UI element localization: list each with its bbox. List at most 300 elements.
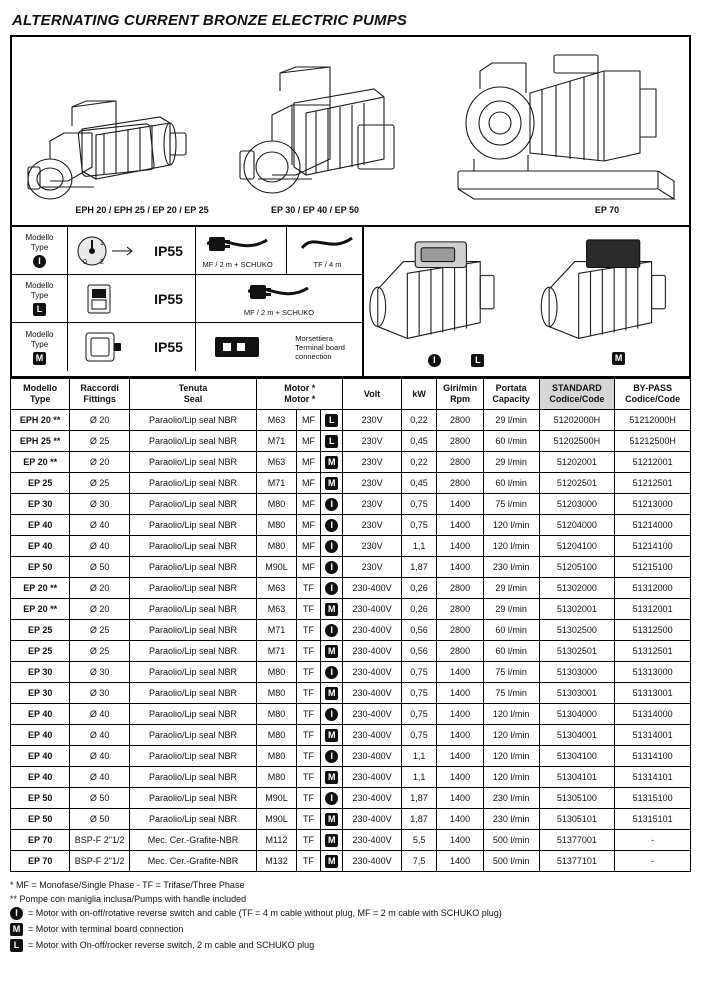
cell-standard-code: 51377001 <box>539 830 615 851</box>
cell-type-badge <box>321 641 343 662</box>
cell-seal: Paraolio/Lip seal NBR <box>129 620 256 641</box>
cell-phase: MF <box>296 557 320 578</box>
legend-model-label-it: Modello <box>25 233 54 242</box>
cell-model: EP 40 <box>11 725 70 746</box>
cell-capacity: 120 l/min <box>483 725 539 746</box>
cell-volt: 230-400V <box>343 788 401 809</box>
motor-type-badge: I <box>325 708 338 721</box>
legend-model-cell-i <box>12 227 68 274</box>
cell-phase: MF <box>296 473 320 494</box>
cell-type-badge <box>321 578 343 599</box>
table-row <box>11 557 691 578</box>
cell-fittings: Ø 40 <box>70 536 130 557</box>
cell-motor: M80 <box>257 683 297 704</box>
legend-model-cell-l <box>12 275 68 322</box>
cell-type-badge <box>321 620 343 641</box>
ip-rating-i: IP55 <box>142 227 196 274</box>
cell-seal: Paraolio/Lip seal NBR <box>129 725 256 746</box>
legend-row-i <box>12 227 362 275</box>
page-title: ALTERNATING CURRENT BRONZE ELECTRIC PUMPS <box>12 12 408 29</box>
cell-bypass-code: 51212001 <box>615 452 691 473</box>
cell-type-badge <box>321 830 343 851</box>
cell-seal: Paraolio/Lip seal NBR <box>129 767 256 788</box>
cell-phase: TF <box>296 767 320 788</box>
cell-kw: 0,75 <box>401 494 437 515</box>
motor-type-badge: I <box>325 498 338 511</box>
cell-motor: M71 <box>257 620 297 641</box>
table-row <box>11 746 691 767</box>
cell-phase: TF <box>296 578 320 599</box>
cell-fittings: Ø 25 <box>70 473 130 494</box>
cell-model: EP 30 <box>11 683 70 704</box>
cell-kw: 7,5 <box>401 851 437 872</box>
cell-type-badge <box>321 767 343 788</box>
cell-fittings: Ø 50 <box>70 788 130 809</box>
motor-type-badge: M <box>325 603 338 616</box>
cell-bypass-code: 51314000 <box>615 704 691 725</box>
cell-phase: TF <box>296 599 320 620</box>
motor-type-badge: I <box>325 561 338 574</box>
cell-kw: 1,87 <box>401 557 437 578</box>
cell-fittings: Ø 40 <box>70 515 130 536</box>
pump-illustration-eph20-ep25 <box>20 71 230 201</box>
cell-capacity: 230 l/min <box>483 557 539 578</box>
cell-capacity: 29 l/min <box>483 410 539 431</box>
th-rpm: Giri/min Rpm <box>437 379 483 410</box>
cell-standard-code: 51204000 <box>539 515 615 536</box>
footnote-badge-m: M <box>10 923 23 936</box>
motor-variants-illustration <box>364 227 689 376</box>
pump-illustration-ep30-ep50 <box>234 63 414 203</box>
cell-kw: 0,22 <box>401 410 437 431</box>
cell-kw: 0,75 <box>401 725 437 746</box>
cell-rpm: 1400 <box>437 830 483 851</box>
th-kw: kW <box>401 379 437 410</box>
motor-type-badge: M <box>325 855 338 868</box>
cell-motor: M80 <box>257 725 297 746</box>
cell-seal: Paraolio/Lip seal NBR <box>129 599 256 620</box>
footnote-handle: ** Pompe con maniglia inclusa/Pumps with handle included <box>10 894 247 904</box>
cell-rpm: 1400 <box>437 704 483 725</box>
cell-motor: M71 <box>257 431 297 452</box>
cell-fittings: Ø 25 <box>70 641 130 662</box>
cell-capacity: 29 l/min <box>483 452 539 473</box>
cell-motor: M71 <box>257 641 297 662</box>
cell-motor: M63 <box>257 599 297 620</box>
cell-rpm: 2800 <box>437 641 483 662</box>
cell-seal: Paraolio/Lip seal NBR <box>129 431 256 452</box>
cell-seal: Paraolio/Lip seal NBR <box>129 662 256 683</box>
cell-volt: 230V <box>343 410 401 431</box>
cell-capacity: 60 l/min <box>483 641 539 662</box>
cell-standard-code: 51305100 <box>539 788 615 809</box>
cell-volt: 230-400V <box>343 851 401 872</box>
cell-model: EP 40 <box>11 746 70 767</box>
cable-mf-schuko-label-l: MF / 2 m + SCHUKO <box>243 308 315 317</box>
cell-motor: M80 <box>257 746 297 767</box>
cell-bypass-code: - <box>615 851 691 872</box>
cell-phase: TF <box>296 809 320 830</box>
cell-fittings: Ø 30 <box>70 683 130 704</box>
cable-options-i <box>196 227 362 274</box>
cell-bypass-code: 51212000H <box>615 410 691 431</box>
svg-text:0: 0 <box>83 258 87 266</box>
cell-bypass-code: - <box>615 830 691 851</box>
cell-type-badge <box>321 515 343 536</box>
cell-standard-code: 51304101 <box>539 767 615 788</box>
footnote-badge-l: L <box>10 939 23 952</box>
cell-standard-code: 51205100 <box>539 557 615 578</box>
cell-bypass-code: 51214100 <box>615 536 691 557</box>
cell-volt: 230-400V <box>343 809 401 830</box>
table-row <box>11 767 691 788</box>
cell-rpm: 2800 <box>437 599 483 620</box>
motor-type-badge: I <box>325 519 338 532</box>
cell-standard-code: 51204100 <box>539 536 615 557</box>
cell-rpm: 2800 <box>437 620 483 641</box>
cell-phase: MF <box>296 431 320 452</box>
cell-standard-code: 51202501 <box>539 473 615 494</box>
cell-rpm: 1400 <box>437 683 483 704</box>
cell-seal: Paraolio/Lip seal NBR <box>129 473 256 494</box>
cell-kw: 1,1 <box>401 767 437 788</box>
cell-model: EP 30 <box>11 662 70 683</box>
cell-type-badge <box>321 494 343 515</box>
cell-phase: MF <box>296 452 320 473</box>
cell-rpm: 1400 <box>437 515 483 536</box>
cell-seal: Mec. Cer.-Grafite-NBR <box>129 851 256 872</box>
legend-model-label-en-m: Type <box>30 339 49 349</box>
cell-type-badge <box>321 599 343 620</box>
switch-symbol-rotary <box>68 227 142 274</box>
cell-fittings: Ø 20 <box>70 410 130 431</box>
cell-capacity: 230 l/min <box>483 809 539 830</box>
motor-variants-drawing <box>364 227 689 371</box>
cell-volt: 230-400V <box>343 683 401 704</box>
cell-kw: 0,75 <box>401 704 437 725</box>
cell-capacity: 60 l/min <box>483 473 539 494</box>
cell-standard-code: 51303000 <box>539 662 615 683</box>
terminal-board-info <box>196 323 362 371</box>
th-volt: Volt <box>343 379 401 410</box>
table-row <box>11 830 691 851</box>
th-fittings: Raccordi Fittings <box>70 379 130 410</box>
cell-capacity: 120 l/min <box>483 704 539 725</box>
cell-phase: MF <box>296 536 320 557</box>
motor-type-badge: I <box>325 540 338 553</box>
cell-rpm: 1400 <box>437 494 483 515</box>
cell-bypass-code: 51212501 <box>615 473 691 494</box>
cell-phase: TF <box>296 704 320 725</box>
footnote-badge-i: I <box>10 907 23 920</box>
motor-type-badge: M <box>325 729 338 742</box>
cell-model: EP 40 <box>11 515 70 536</box>
cell-rpm: 1400 <box>437 851 483 872</box>
cell-volt: 230-400V <box>343 704 401 725</box>
legend-row-m <box>12 323 362 371</box>
cell-rpm: 2800 <box>437 578 483 599</box>
cell-volt: 230V <box>343 473 401 494</box>
cell-kw: 0,22 <box>401 452 437 473</box>
table-row <box>11 410 691 431</box>
table-row <box>11 725 691 746</box>
cell-standard-code: 51305101 <box>539 809 615 830</box>
legend-model-label-it-l: Modello <box>25 281 54 290</box>
table-row <box>11 536 691 557</box>
cell-volt: 230V <box>343 557 401 578</box>
cell-fittings: BSP-F 2"1/2 <box>70 851 130 872</box>
cable-mf-schuko-l <box>244 280 314 317</box>
cell-bypass-code: 51315101 <box>615 809 691 830</box>
cell-model: EP 50 <box>11 809 70 830</box>
footnote-type-i <box>10 906 691 920</box>
terminal-board-icon <box>213 334 261 360</box>
table-row <box>11 452 691 473</box>
cell-motor: M112 <box>257 830 297 851</box>
cell-kw: 0,56 <box>401 641 437 662</box>
footnotes <box>10 878 691 952</box>
cell-seal: Paraolio/Lip seal NBR <box>129 452 256 473</box>
motor-type-band <box>10 227 691 378</box>
cell-phase: TF <box>296 788 320 809</box>
cell-capacity: 29 l/min <box>483 599 539 620</box>
cell-capacity: 120 l/min <box>483 515 539 536</box>
cell-type-badge <box>321 704 343 725</box>
legend-badge-l: L <box>33 303 46 316</box>
th-model: Modello Type <box>11 379 70 410</box>
cell-motor: M90L <box>257 809 297 830</box>
motor-type-badge: M <box>325 456 338 469</box>
th-bypass-code: BY-PASS Codice/Code <box>615 379 691 410</box>
cell-phase: TF <box>296 641 320 662</box>
cell-motor: M80 <box>257 515 297 536</box>
legend-model-cell-m <box>12 323 68 371</box>
cell-kw: 0,75 <box>401 683 437 704</box>
cell-motor: M80 <box>257 662 297 683</box>
cell-fittings: Ø 25 <box>70 431 130 452</box>
cell-standard-code: 51302500 <box>539 620 615 641</box>
cell-standard-code: 51202001 <box>539 452 615 473</box>
cell-standard-code: 51377101 <box>539 851 615 872</box>
cell-type-badge <box>321 452 343 473</box>
cell-phase: MF <box>296 494 320 515</box>
cell-rpm: 1400 <box>437 788 483 809</box>
illustration-caption-mid: EP 30 / EP 40 / EP 50 <box>270 205 360 215</box>
cell-motor: M80 <box>257 536 297 557</box>
cell-motor: M132 <box>257 851 297 872</box>
cell-phase: TF <box>296 746 320 767</box>
cell-seal: Paraolio/Lip seal NBR <box>129 515 256 536</box>
cell-fittings: Ø 40 <box>70 767 130 788</box>
motor-type-badge: M <box>325 477 338 490</box>
cable-mf-schuko-label: MF / 2 m + SCHUKO <box>202 260 273 269</box>
cell-standard-code: 51202500H <box>539 431 615 452</box>
cell-kw: 0,45 <box>401 473 437 494</box>
cell-motor: M63 <box>257 578 297 599</box>
motor-type-badge: I <box>325 624 338 637</box>
cell-standard-code: 51304100 <box>539 746 615 767</box>
table-row <box>11 599 691 620</box>
cable-options-l <box>196 275 362 322</box>
cell-bypass-code: 51214000 <box>615 515 691 536</box>
terminal-label-en1: Terminal board <box>295 342 345 352</box>
cell-motor: M80 <box>257 704 297 725</box>
cell-standard-code: 51303001 <box>539 683 615 704</box>
cell-standard-code: 51304000 <box>539 704 615 725</box>
cell-rpm: 1400 <box>437 746 483 767</box>
motor-variant-badges <box>364 352 689 370</box>
table-row <box>11 473 691 494</box>
footnote-text-m: = Motor with terminal board connection <box>28 924 184 934</box>
motor-type-badge: I <box>325 792 338 805</box>
cell-volt: 230V <box>343 536 401 557</box>
cell-motor: M90L <box>257 788 297 809</box>
cell-kw: 0,45 <box>401 431 437 452</box>
cell-standard-code: 51202000H <box>539 410 615 431</box>
cell-motor: M63 <box>257 452 297 473</box>
pump-specification-table <box>10 378 691 872</box>
cell-rpm: 1400 <box>437 725 483 746</box>
table-row <box>11 662 691 683</box>
cell-type-badge <box>321 662 343 683</box>
cell-volt: 230-400V <box>343 767 401 788</box>
cell-rpm: 2800 <box>437 410 483 431</box>
pump-illustration-ep70 <box>434 49 684 204</box>
cell-rpm: 1400 <box>437 662 483 683</box>
th-seal: Tenuta Seal <box>129 379 256 410</box>
legend-model-label-en-l: Type <box>30 291 49 300</box>
cell-bypass-code: 51213000 <box>615 494 691 515</box>
motor-badge-m: M <box>612 352 625 365</box>
motor-badge-i: I <box>428 354 441 367</box>
cell-model: EP 40 <box>11 767 70 788</box>
cell-bypass-code: 51215100 <box>615 557 691 578</box>
cell-phase: TF <box>296 662 320 683</box>
cell-fittings: Ø 40 <box>70 746 130 767</box>
cell-model: EP 70 <box>11 851 70 872</box>
cell-capacity: 29 l/min <box>483 578 539 599</box>
legend-model-label-en: Type <box>30 243 49 252</box>
cell-capacity: 500 l/min <box>483 830 539 851</box>
cell-capacity: 120 l/min <box>483 536 539 557</box>
cell-type-badge <box>321 788 343 809</box>
cell-capacity: 75 l/min <box>483 662 539 683</box>
cell-volt: 230-400V <box>343 641 401 662</box>
cell-model: EP 40 <box>11 704 70 725</box>
terminal-label-en2: connection <box>295 351 332 361</box>
table-header-row <box>11 379 691 410</box>
cell-type-badge <box>321 809 343 830</box>
cell-standard-code: 51302501 <box>539 641 615 662</box>
legend-row-l <box>12 275 362 323</box>
cell-seal: Paraolio/Lip seal NBR <box>129 788 256 809</box>
cell-model: EP 30 <box>11 494 70 515</box>
cell-fittings: Ø 20 <box>70 452 130 473</box>
motor-type-legend <box>12 227 364 376</box>
cell-kw: 5,5 <box>401 830 437 851</box>
cell-seal: Paraolio/Lip seal NBR <box>129 641 256 662</box>
cell-kw: 0,75 <box>401 662 437 683</box>
cell-fittings: Ø 25 <box>70 620 130 641</box>
cell-model: EP 25 <box>11 473 70 494</box>
th-motor: Motor * Motor * <box>257 379 343 410</box>
terminal-label-it: Morsettiera <box>295 333 333 343</box>
cell-kw: 1,1 <box>401 746 437 767</box>
th-standard-code: STANDARD Codice/Code <box>539 379 615 410</box>
cable-tf-4m-label: TF / 4 m <box>313 260 342 269</box>
cell-bypass-code: 51212500H <box>615 431 691 452</box>
cable-tf-4m <box>300 232 356 269</box>
cell-standard-code: 51302000 <box>539 578 615 599</box>
motor-type-badge: I <box>325 582 338 595</box>
motor-type-badge: L <box>325 414 338 427</box>
cell-type-badge <box>321 746 343 767</box>
cell-type-badge <box>321 851 343 872</box>
table-row <box>11 620 691 641</box>
terminal-box-symbol <box>68 323 142 371</box>
ip-rating-l: IP55 <box>142 275 196 322</box>
cell-type-badge <box>321 473 343 494</box>
cell-rpm: 2800 <box>437 473 483 494</box>
cell-seal: Paraolio/Lip seal NBR <box>129 746 256 767</box>
cell-model: EP 40 <box>11 536 70 557</box>
cell-motor: M71 <box>257 473 297 494</box>
table-row <box>11 494 691 515</box>
table-body <box>11 410 691 872</box>
motor-type-badge: M <box>325 771 338 784</box>
cell-seal: Mec. Cer.-Grafite-NBR <box>129 830 256 851</box>
th-capacity: Portata Capacity <box>483 379 539 410</box>
motor-type-badge: M <box>325 813 338 826</box>
cell-fittings: Ø 30 <box>70 494 130 515</box>
cell-kw: 1,87 <box>401 788 437 809</box>
cell-volt: 230V <box>343 431 401 452</box>
footnote-text-l: = Motor with On-off/rocker reverse switch, 2 m cable and SCHUKO plug <box>28 940 315 950</box>
cell-model: EP 25 <box>11 641 70 662</box>
cell-volt: 230V <box>343 515 401 536</box>
cell-capacity: 500 l/min <box>483 851 539 872</box>
table-row <box>11 809 691 830</box>
cell-rpm: 2800 <box>437 431 483 452</box>
cell-type-badge <box>321 431 343 452</box>
cell-capacity: 230 l/min <box>483 788 539 809</box>
cell-bypass-code: 51314100 <box>615 746 691 767</box>
cell-capacity: 120 l/min <box>483 746 539 767</box>
cell-volt: 230-400V <box>343 662 401 683</box>
cell-seal: Paraolio/Lip seal NBR <box>129 494 256 515</box>
ip-rating-m: IP55 <box>142 323 196 371</box>
cell-standard-code: 51302001 <box>539 599 615 620</box>
cable-mf-schuko <box>202 232 272 269</box>
motor-type-badge: I <box>325 666 338 679</box>
cell-model: EPH 20 ** <box>11 410 70 431</box>
cell-phase: MF <box>296 515 320 536</box>
cell-fittings: Ø 20 <box>70 599 130 620</box>
cell-volt: 230-400V <box>343 599 401 620</box>
cell-model: EPH 25 ** <box>11 431 70 452</box>
cell-capacity: 75 l/min <box>483 494 539 515</box>
cell-bypass-code: 51313001 <box>615 683 691 704</box>
cell-model: EP 70 <box>11 830 70 851</box>
cell-capacity: 60 l/min <box>483 620 539 641</box>
cell-bypass-code: 51314101 <box>615 767 691 788</box>
cell-standard-code: 51203000 <box>539 494 615 515</box>
cell-bypass-code: 51314001 <box>615 725 691 746</box>
cell-capacity: 75 l/min <box>483 683 539 704</box>
cell-volt: 230-400V <box>343 725 401 746</box>
cell-rpm: 1400 <box>437 557 483 578</box>
table-row <box>11 788 691 809</box>
